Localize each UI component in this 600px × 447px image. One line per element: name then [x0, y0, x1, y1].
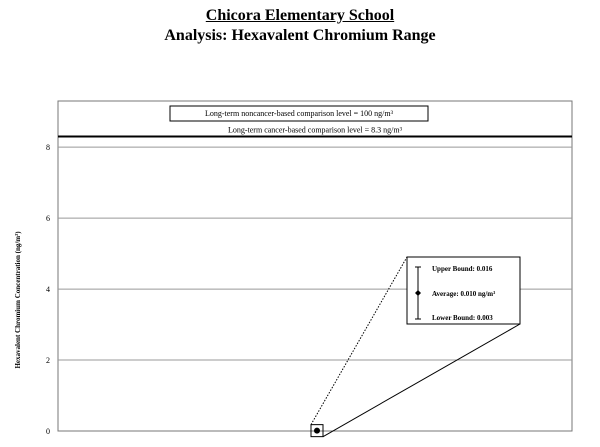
- y-tick-label: 2: [46, 356, 50, 366]
- y-tick-label: 6: [46, 214, 50, 224]
- inset-lower-label: Lower Bound: 0.003: [432, 314, 493, 322]
- y-tick-labels: [46, 143, 50, 436]
- zoom-connector-top: [311, 257, 407, 425]
- cancer-level-label: Long-term cancer-based comparison level = 8.3 ng/m³: [227, 125, 403, 135]
- chart-title: Chicora Elementary School: [205, 7, 395, 24]
- y-tick-label: 8: [46, 143, 50, 153]
- y-tick-label: 4: [46, 285, 50, 295]
- data-point-average: [314, 428, 320, 434]
- inset-average-label: Average: 0.010 ng/m³: [432, 290, 496, 298]
- gridlines: [58, 147, 572, 360]
- chart-subtitle: Analysis: Hexavalent Chromium Range: [164, 27, 436, 44]
- y-tick-label: 0: [46, 427, 50, 436]
- y-axis-label: Hexavalent Chromium Concentration (ng/m³): [14, 231, 22, 369]
- noncancer-level-label: Long-term noncancer-based comparison level = 100 ng/m³: [204, 109, 394, 118]
- inset-upper-label: Upper Bound: 0.016: [432, 265, 493, 273]
- zoom-connector-bottom: [323, 324, 520, 437]
